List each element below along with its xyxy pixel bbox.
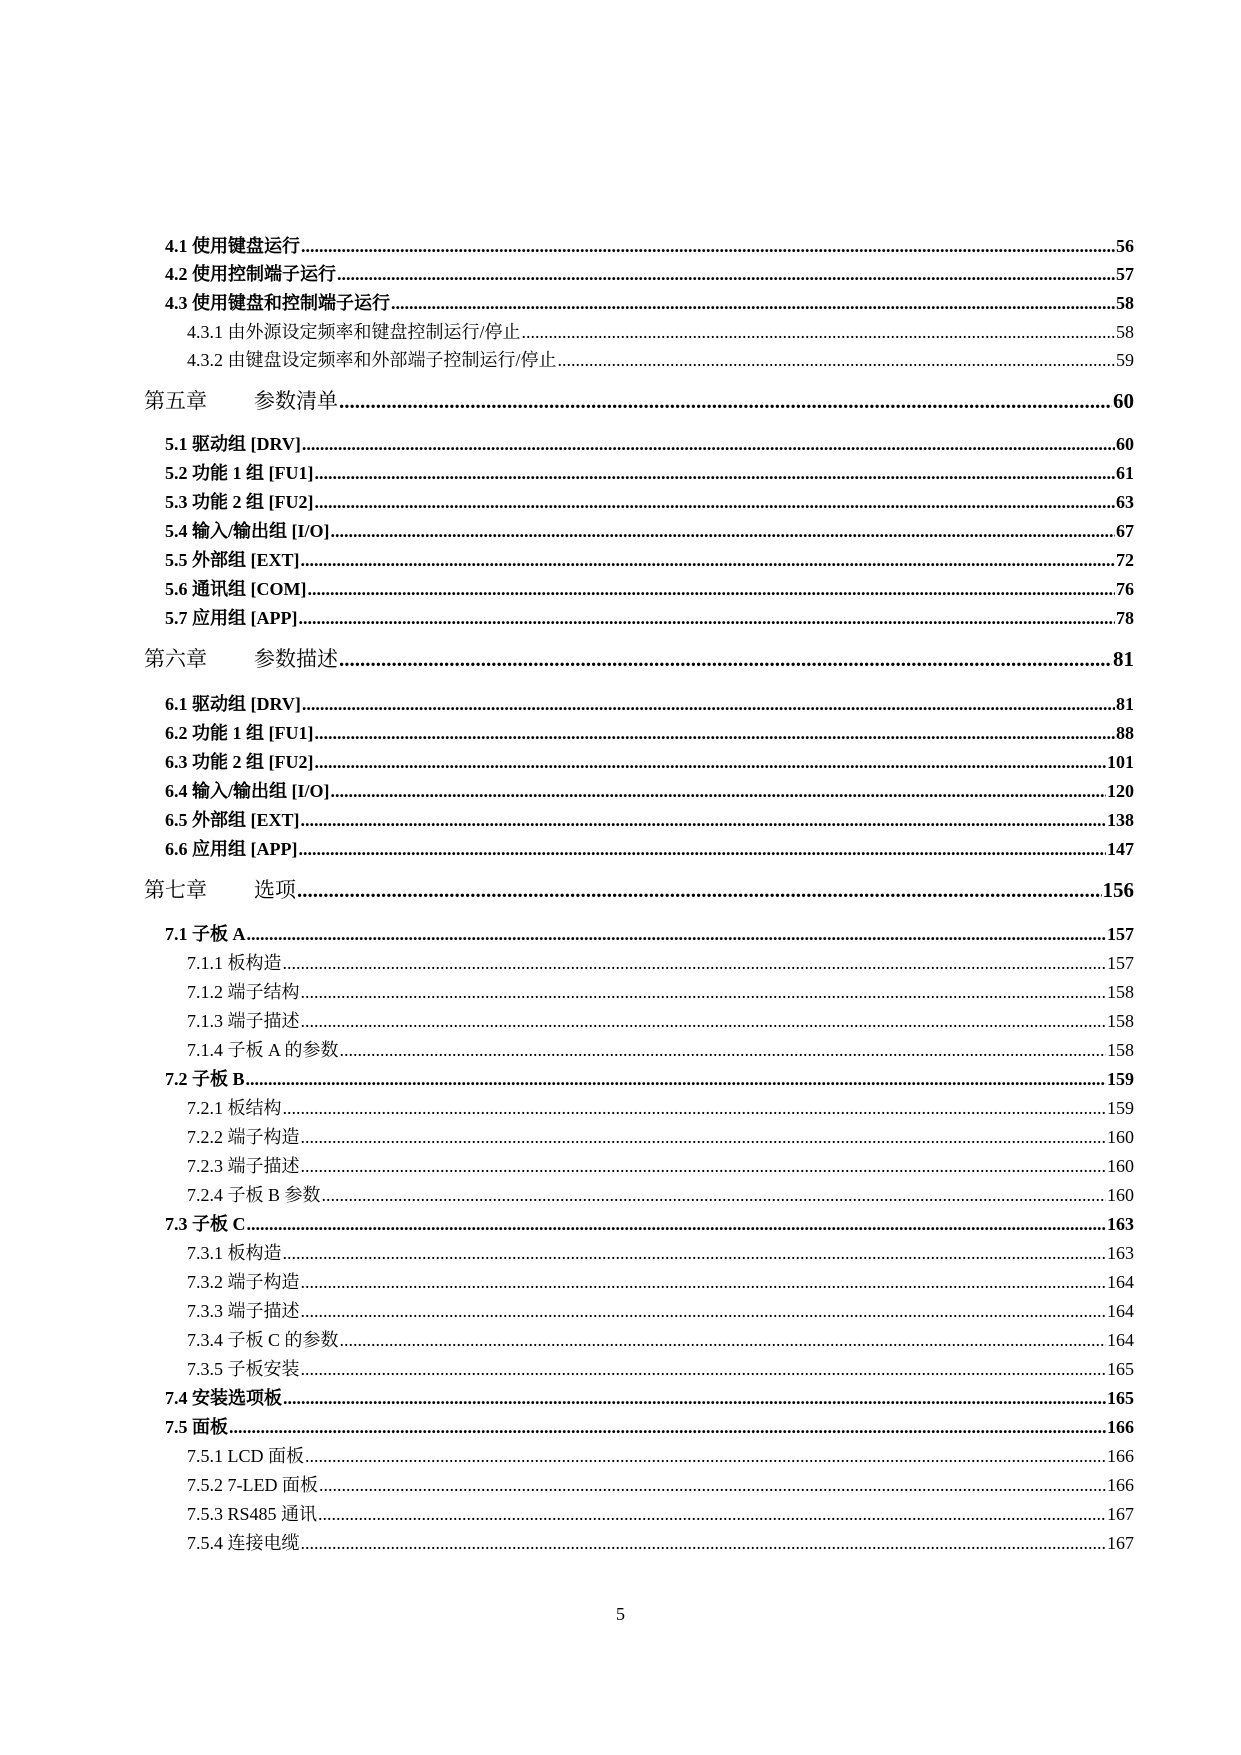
dot-leader — [340, 1040, 1106, 1060]
toc-entry-title: 7.5 面板 — [165, 1417, 228, 1437]
toc-entry-page: 165 — [1107, 1359, 1134, 1379]
toc-entry-title: 6.6 应用组 [APP] — [165, 839, 298, 859]
toc-entry[interactable] — [165, 835, 1134, 859]
dot-leader — [297, 878, 1102, 902]
toc-entry[interactable] — [165, 232, 1134, 256]
toc-entry-page: 160 — [1107, 1185, 1134, 1205]
toc-entry-page: 81 — [1113, 647, 1134, 671]
toc-entry[interactable] — [187, 1181, 1134, 1205]
toc-entry[interactable] — [165, 604, 1134, 628]
dot-leader — [339, 389, 1112, 413]
dot-leader — [340, 1330, 1106, 1350]
toc-entry-title: 6.1 驱动组 [DRV] — [165, 694, 301, 714]
toc-entry-page: 167 — [1107, 1504, 1134, 1524]
chapter-number: 第七章 — [144, 878, 207, 902]
toc-entry-title: 5.1 驱动组 [DRV] — [165, 434, 301, 454]
chapter-number: 第五章 — [144, 389, 207, 413]
dot-leader — [301, 1011, 1107, 1031]
dot-leader — [322, 1185, 1106, 1205]
toc-entry-title: 7.3.2 端子构造 — [187, 1272, 300, 1292]
toc-entry-title: 5.3 功能 2 组 [FU2] — [165, 492, 314, 512]
toc-entry-page: 160 — [1107, 1156, 1134, 1176]
toc-entry-title: 7.2.2 端子构造 — [187, 1127, 300, 1147]
toc-entry[interactable] — [165, 289, 1134, 313]
dot-leader — [307, 579, 1115, 599]
toc-entry-title: 7.3.3 端子描述 — [187, 1301, 300, 1321]
toc-entry[interactable] — [187, 1123, 1134, 1147]
dot-leader — [558, 350, 1116, 370]
dot-leader — [302, 694, 1115, 714]
toc-entry[interactable] — [187, 1355, 1134, 1379]
toc-entry[interactable] — [165, 920, 1134, 944]
toc-entry[interactable] — [165, 806, 1134, 830]
toc-entry[interactable] — [187, 1442, 1134, 1466]
toc-entry-title: 6.3 功能 2 组 [FU2] — [165, 752, 314, 772]
dot-leader — [522, 322, 1116, 342]
toc-entry-title: 7.4 安装选项板 — [165, 1388, 282, 1408]
toc-entry-title: 7.1 子板 A — [165, 924, 246, 944]
toc-entry-page: 160 — [1107, 1127, 1134, 1147]
toc-entry-title: 7.5.2 7-LED 面板 — [187, 1475, 318, 1495]
toc-entry-title: 5.4 输入/输出组 [I/O] — [165, 521, 330, 541]
dot-leader — [247, 1214, 1107, 1234]
toc-entry-page: 157 — [1107, 924, 1134, 944]
toc-entry[interactable] — [165, 575, 1134, 599]
toc-entry-title: 6.4 输入/输出组 [I/O] — [165, 781, 330, 801]
toc-entry-title: 4.3 使用键盘和控制端子运行 — [165, 293, 390, 313]
toc-entry[interactable] — [187, 1529, 1134, 1553]
toc-entry-title: 7.2.3 端子描述 — [187, 1156, 300, 1176]
toc-entry[interactable] — [165, 488, 1134, 512]
toc-entry-title: 7.1.4 子板 A 的参数 — [187, 1040, 339, 1060]
dot-leader — [314, 463, 1115, 483]
chapter-number: 第六章 — [144, 647, 207, 671]
toc-entry-title: 7.5.1 LCD 面板 — [187, 1446, 304, 1466]
toc-entry[interactable] — [187, 1268, 1134, 1292]
toc-entry-page: 163 — [1107, 1243, 1134, 1263]
dot-leader — [301, 1272, 1107, 1292]
toc-entry[interactable] — [187, 1152, 1134, 1176]
toc-entry[interactable] — [165, 777, 1134, 801]
dot-leader — [391, 293, 1115, 313]
toc-entry-page: 138 — [1107, 810, 1134, 830]
toc-entry-page: 166 — [1107, 1417, 1134, 1437]
toc-entry-page: 159 — [1107, 1098, 1134, 1118]
toc-entry-title: 7.3.5 子板安装 — [187, 1359, 300, 1379]
toc-entry[interactable] — [187, 1239, 1134, 1263]
dot-leader — [301, 1156, 1107, 1176]
toc-entry[interactable] — [187, 1500, 1134, 1524]
toc-entry[interactable] — [187, 978, 1134, 1002]
toc-entry-title: 7.1.2 端子结构 — [187, 982, 300, 1002]
dot-leader — [247, 924, 1107, 944]
toc-entry[interactable] — [165, 517, 1134, 541]
toc-entry-title: 7.1.3 端子描述 — [187, 1011, 300, 1031]
dot-leader — [229, 1417, 1106, 1437]
toc-chapter-title — [144, 874, 296, 902]
toc-entry-page: 166 — [1107, 1475, 1134, 1495]
toc-entry-page: 81 — [1116, 694, 1134, 714]
toc-entry[interactable] — [165, 1413, 1134, 1437]
toc-entry-title: 7.5.4 连接电缆 — [187, 1533, 300, 1553]
toc-entry-page: 88 — [1116, 723, 1134, 743]
toc-entry[interactable] — [165, 719, 1134, 743]
dot-leader — [298, 839, 1106, 859]
toc-entry[interactable] — [187, 1471, 1134, 1495]
toc-entry-page: 156 — [1102, 878, 1134, 902]
toc-entry-page: 164 — [1107, 1330, 1134, 1350]
dot-leader — [283, 1098, 1107, 1118]
toc-entry[interactable] — [165, 459, 1134, 483]
toc-entry-page: 159 — [1107, 1069, 1134, 1089]
toc-entry-page: 158 — [1107, 1011, 1134, 1031]
toc-entry[interactable] — [165, 430, 1134, 454]
toc-entry-page: 60 — [1116, 434, 1134, 454]
toc-entry-page: 166 — [1107, 1446, 1134, 1466]
toc-entry-page: 58 — [1116, 293, 1134, 313]
toc-entry-title: 7.3 子板 C — [165, 1214, 246, 1234]
dot-leader — [301, 1359, 1107, 1379]
dot-leader — [331, 781, 1107, 801]
toc-entry-title: 7.2.4 子板 B 参数 — [187, 1185, 321, 1205]
toc-entry-page: 101 — [1107, 752, 1134, 772]
chapter-name: 参数描述 — [254, 647, 338, 671]
toc-entry-page: 61 — [1116, 463, 1134, 483]
toc-entry[interactable] — [165, 1065, 1134, 1089]
dot-leader — [283, 1388, 1106, 1408]
toc-entry-title: 7.3.4 子板 C 的参数 — [187, 1330, 339, 1350]
toc-entry-page: 164 — [1107, 1272, 1134, 1292]
toc-entry-page: 158 — [1107, 1040, 1134, 1060]
toc-entry-page: 76 — [1116, 579, 1134, 599]
toc-entry-page: 120 — [1107, 781, 1134, 801]
toc-entry[interactable] — [165, 260, 1134, 284]
toc-entry[interactable] — [165, 546, 1134, 570]
dot-leader — [301, 1533, 1107, 1553]
toc-chapter-entry[interactable] — [144, 643, 1134, 671]
toc-entry[interactable] — [165, 1210, 1134, 1234]
toc-entry-title: 7.5.3 RS485 通讯 — [187, 1504, 318, 1524]
toc-entry[interactable] — [187, 1297, 1134, 1321]
dot-leader — [301, 1127, 1107, 1147]
toc-chapter-entry[interactable] — [144, 385, 1134, 413]
toc-entry-page: 157 — [1107, 953, 1134, 973]
dot-leader — [318, 1504, 1106, 1524]
toc-entry-page: 164 — [1107, 1301, 1134, 1321]
toc-entry-page: 56 — [1116, 236, 1134, 256]
toc-entry-title: 5.2 功能 1 组 [FU1] — [165, 463, 314, 483]
toc-entry-title: 7.1.1 板构造 — [187, 953, 282, 973]
dot-leader — [331, 521, 1116, 541]
chapter-name: 选项 — [254, 878, 296, 902]
dot-leader — [319, 1475, 1106, 1495]
dot-leader — [337, 264, 1115, 284]
toc-entry-title: 4.3.1 由外源设定频率和键盘控制运行/停止 — [187, 322, 521, 342]
dot-leader — [301, 1301, 1107, 1321]
dot-leader — [298, 608, 1115, 628]
toc-entry-page: 58 — [1116, 322, 1134, 342]
dot-leader — [305, 1446, 1106, 1466]
toc-entry-page: 147 — [1107, 839, 1134, 859]
chapter-name: 参数清单 — [254, 389, 338, 413]
toc-entry-title: 6.2 功能 1 组 [FU1] — [165, 723, 314, 743]
toc-entry[interactable] — [187, 1326, 1134, 1350]
toc-chapter-entry[interactable] — [144, 874, 1134, 902]
dot-leader — [246, 1069, 1106, 1089]
toc-entry-title: 5.6 通讯组 [COM] — [165, 579, 307, 599]
toc-entry-page: 78 — [1116, 608, 1134, 628]
toc-chapter-title — [144, 643, 338, 671]
dot-leader — [301, 236, 1115, 256]
toc-entry-title: 6.5 外部组 [EXT] — [165, 810, 300, 830]
dot-leader — [301, 550, 1116, 570]
toc-entry-title: 7.2.1 板结构 — [187, 1098, 282, 1118]
toc-entry-title: 4.2 使用控制端子运行 — [165, 264, 336, 284]
toc-entry[interactable] — [187, 1007, 1134, 1031]
toc-entry[interactable] — [187, 949, 1134, 973]
toc-entry-title: 5.5 外部组 [EXT] — [165, 550, 300, 570]
toc-entry-page: 165 — [1107, 1388, 1134, 1408]
dot-leader — [301, 982, 1107, 1002]
toc-entry-title: 4.1 使用键盘运行 — [165, 236, 300, 256]
toc-entry-page: 63 — [1116, 492, 1134, 512]
toc-entry-title: 5.7 应用组 [APP] — [165, 608, 298, 628]
toc-entry-page: 163 — [1107, 1214, 1134, 1234]
dot-leader — [283, 953, 1107, 973]
toc-entry-title: 4.3.2 由键盘设定频率和外部端子控制运行/停止 — [187, 350, 557, 370]
toc-entry[interactable] — [165, 690, 1134, 714]
dot-leader — [301, 810, 1107, 830]
toc-entry[interactable] — [165, 748, 1134, 772]
toc-entry[interactable] — [187, 1036, 1134, 1060]
toc-entry-page: 167 — [1107, 1533, 1134, 1553]
toc-entry[interactable] — [187, 346, 1134, 370]
dot-leader — [314, 492, 1115, 512]
toc-entry-page: 72 — [1116, 550, 1134, 570]
dot-leader — [302, 434, 1115, 454]
page-number: 5 — [616, 1604, 625, 1624]
toc-entry-page: 67 — [1116, 521, 1134, 541]
toc-entry-page: 60 — [1113, 389, 1134, 413]
toc-entry-title: 7.2 子板 B — [165, 1069, 245, 1089]
toc-entry-title: 7.3.1 板构造 — [187, 1243, 282, 1263]
toc-entry[interactable] — [165, 1384, 1134, 1408]
dot-leader — [314, 752, 1106, 772]
toc-entry[interactable] — [187, 318, 1134, 342]
toc-entry-page: 57 — [1116, 264, 1134, 284]
toc-entry[interactable] — [187, 1094, 1134, 1118]
dot-leader — [339, 647, 1112, 671]
dot-leader — [314, 723, 1115, 743]
dot-leader — [283, 1243, 1107, 1263]
toc-chapter-title — [144, 385, 338, 413]
toc-entry-page: 59 — [1116, 350, 1134, 370]
toc-entry-page: 158 — [1107, 982, 1134, 1002]
